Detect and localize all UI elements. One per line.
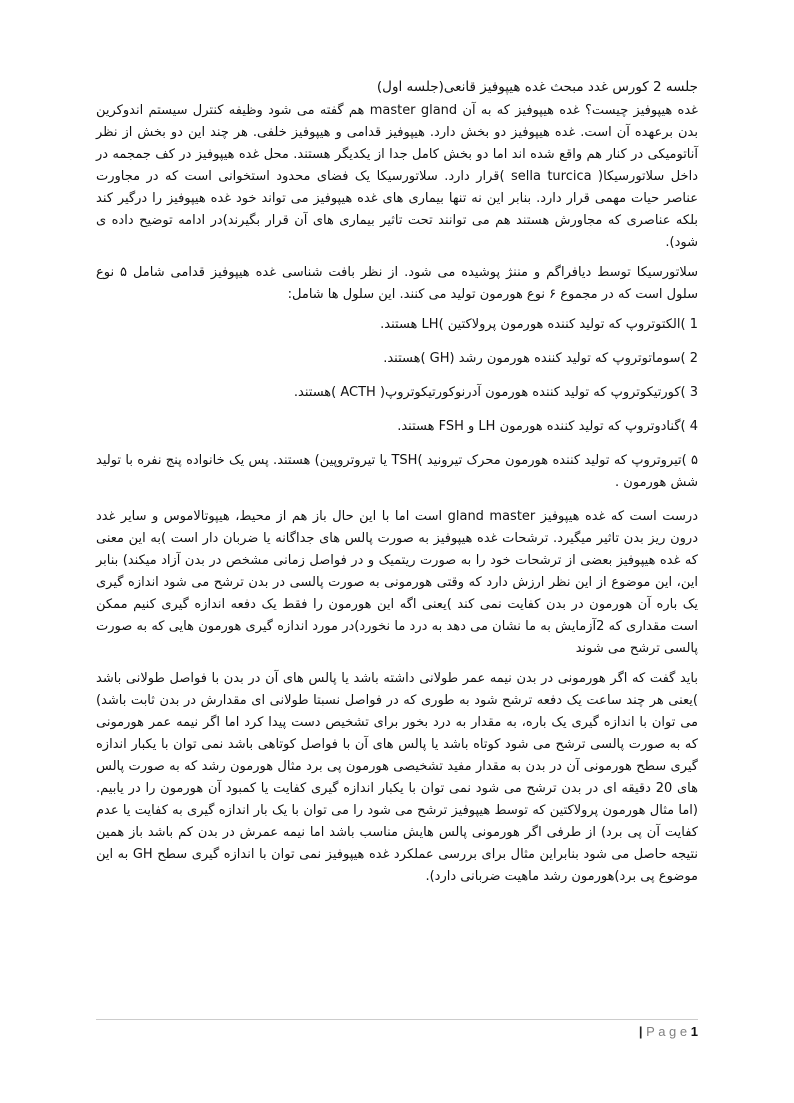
page-label: P a g e — [646, 1024, 688, 1039]
list-item: 3 )کورتیکوتروپ که تولید کننده هورمون آدرنوکورتیکوتروپ( ACTH )هستند. — [293, 385, 698, 400]
paragraph: غده هیپوفیز چیست؟ غده هیپوفیز که به آن master gland هم گفته می شود وظیفه کنترل سیستم اندوکرین بدن برعهده آن است. غده هیپوفیز دو بخش دارد. هیپوفیز قدامی و هیپوفیز خلفی. هر چند این دو بخش از نظر آناتومیکی در کنار هم واقع شده اند اما دو بخش کامل جدا از یکدیگر هستند. محل غده هیپوفیز در کف جمجمه در داخل سلاتورسیکا( sella turcica )قرار دارد. سلاتورسیکا یک فضای محدود استخوانی است که در مجاورت عناصر حیات مهمی قرار دارد. بنابر این نه تنها بیماری های غده هیپوفیز می تواند خود غده هیپوفیز را درگیر کند بلکه عناصری که مجاورش هستند هم می توانند تحت تاثیر بیماری های آن قرار بگیرند)در ادامه توضیح داده ی شود). — [96, 103, 698, 250]
document-title: جلسه 2 کورس غدد مبحث غده هیپوفیز قانعی(جلسه اول) — [376, 79, 698, 95]
list-item: 1 )الکتوتروپ که تولید کننده هورمون پرولاکتین )LH هستند. — [380, 317, 698, 332]
paragraph: سلاتورسیکا توسط دیافراگم و مننژ پوشیده می شود. از نظر بافت شناسی غده هیپوفیز قدامی شامل ۵ نوع سلول است که در مجموع ۶ نوع هورمون تولید می کنند. این سلول ها شامل: — [96, 265, 698, 302]
list-item: 2 )سوماتوتروپ که تولید کننده هورمون رشد (GH )هستند. — [383, 351, 698, 366]
list-item: ۵ )تیروتروپ که تولید کننده هورمون محرک تیرونید )TSH یا تیروتروپین) هستند. پس یک خانواده پنج نفره با تولید شش هورمون . — [96, 453, 698, 490]
page-number: 1 — [690, 1024, 698, 1039]
paragraph: درست است که غده هیپوفیز gland master است اما با این حال باز هم از محیط، هیپوتالاموس و سایر غدد درون ریز بدن تاثیر میگیرد. ترشحات غده هیپوفیز به صورت پالس های جداگانه یا ضربان دار است )به این معنی که غده هیپوفیز بعضی از ترشحات خود را به صورت ریتمیک و در فواصل زمانی مشخص در بدن آزاد میکند) بنابر این، این موضوع از این نظر ارزش دارد که وقتی هورمونی به صورت پالسی در بدن ترشح می شود اندازه گیری یک باره آن هورمون در بدن کفایت نمی کند )یعنی اگه این هورمون را فقط یک دفعه اندازه گیری کنیم ممکن است مقداری که 2آزمایش به ما نشان می دهد به درد ما نخورد)در مورد اندازه گیری هورمون هایی که به صورت پالسی ترشح می شوند — [96, 509, 698, 656]
page-footer — [639, 1024, 698, 1039]
document-body — [96, 76, 698, 896]
footer-divider — [96, 1019, 698, 1020]
footer-separator: | — [638, 1024, 643, 1039]
paragraph: باید گفت که اگر هورمونی در بدن نیمه عمر طولانی داشته باشد یا پالس های آن در بدن با فواصل طولانی باشد )یعنی هر چند ساعت یک دفعه ترشح شود به طوری که در فواصل نسبتا طولانی ای مقدارش در بدن ثابت باشد) می توان با اندازه گیری یک باره، به مقدار به درد بخور برای تشخیص دست پیدا کرد اما اگر نیمه عمر هورمونی که به صورت پالسی ترشح می شود کوتاه باشد یا پالس های آن با فواصل کوتاهی باشد نمی توان با یکبار اندازه گیری سطح هورمونی آن در بدن به مقدار مفید تشخیصی هورمون پی برد مثال هورمون رشد که به صورت پالس های 20 دقیقه ای در بدن ترشح می شود نمی توان با یکبار اندازه گیری کفایت یا کمبود آن هورمون را در یابیم. (اما مثال هورمون پرولاکتین که توسط هیپوفیز ترشح می شود را می توان با یک بار اندازه گیری به کفایت یا عدم کفایت آن پی برد) از طرفی اگر هورمونی پالس هایش مناسب باشد اما نیمه عمرش در بدن کم باشد باز همین نتیجه حاصل می شود بنابراین مثال برای بررسی عملکرد غده هیپوفیز نمی توان با اندازه گیری سطح GH به این موضوع پی برد)هورمون رشد ماهیت ضربانی دارد). — [96, 671, 699, 884]
list-item: 4 )گنادوتروپ که تولید کننده هورمون LH و FSH هستند. — [397, 419, 698, 434]
